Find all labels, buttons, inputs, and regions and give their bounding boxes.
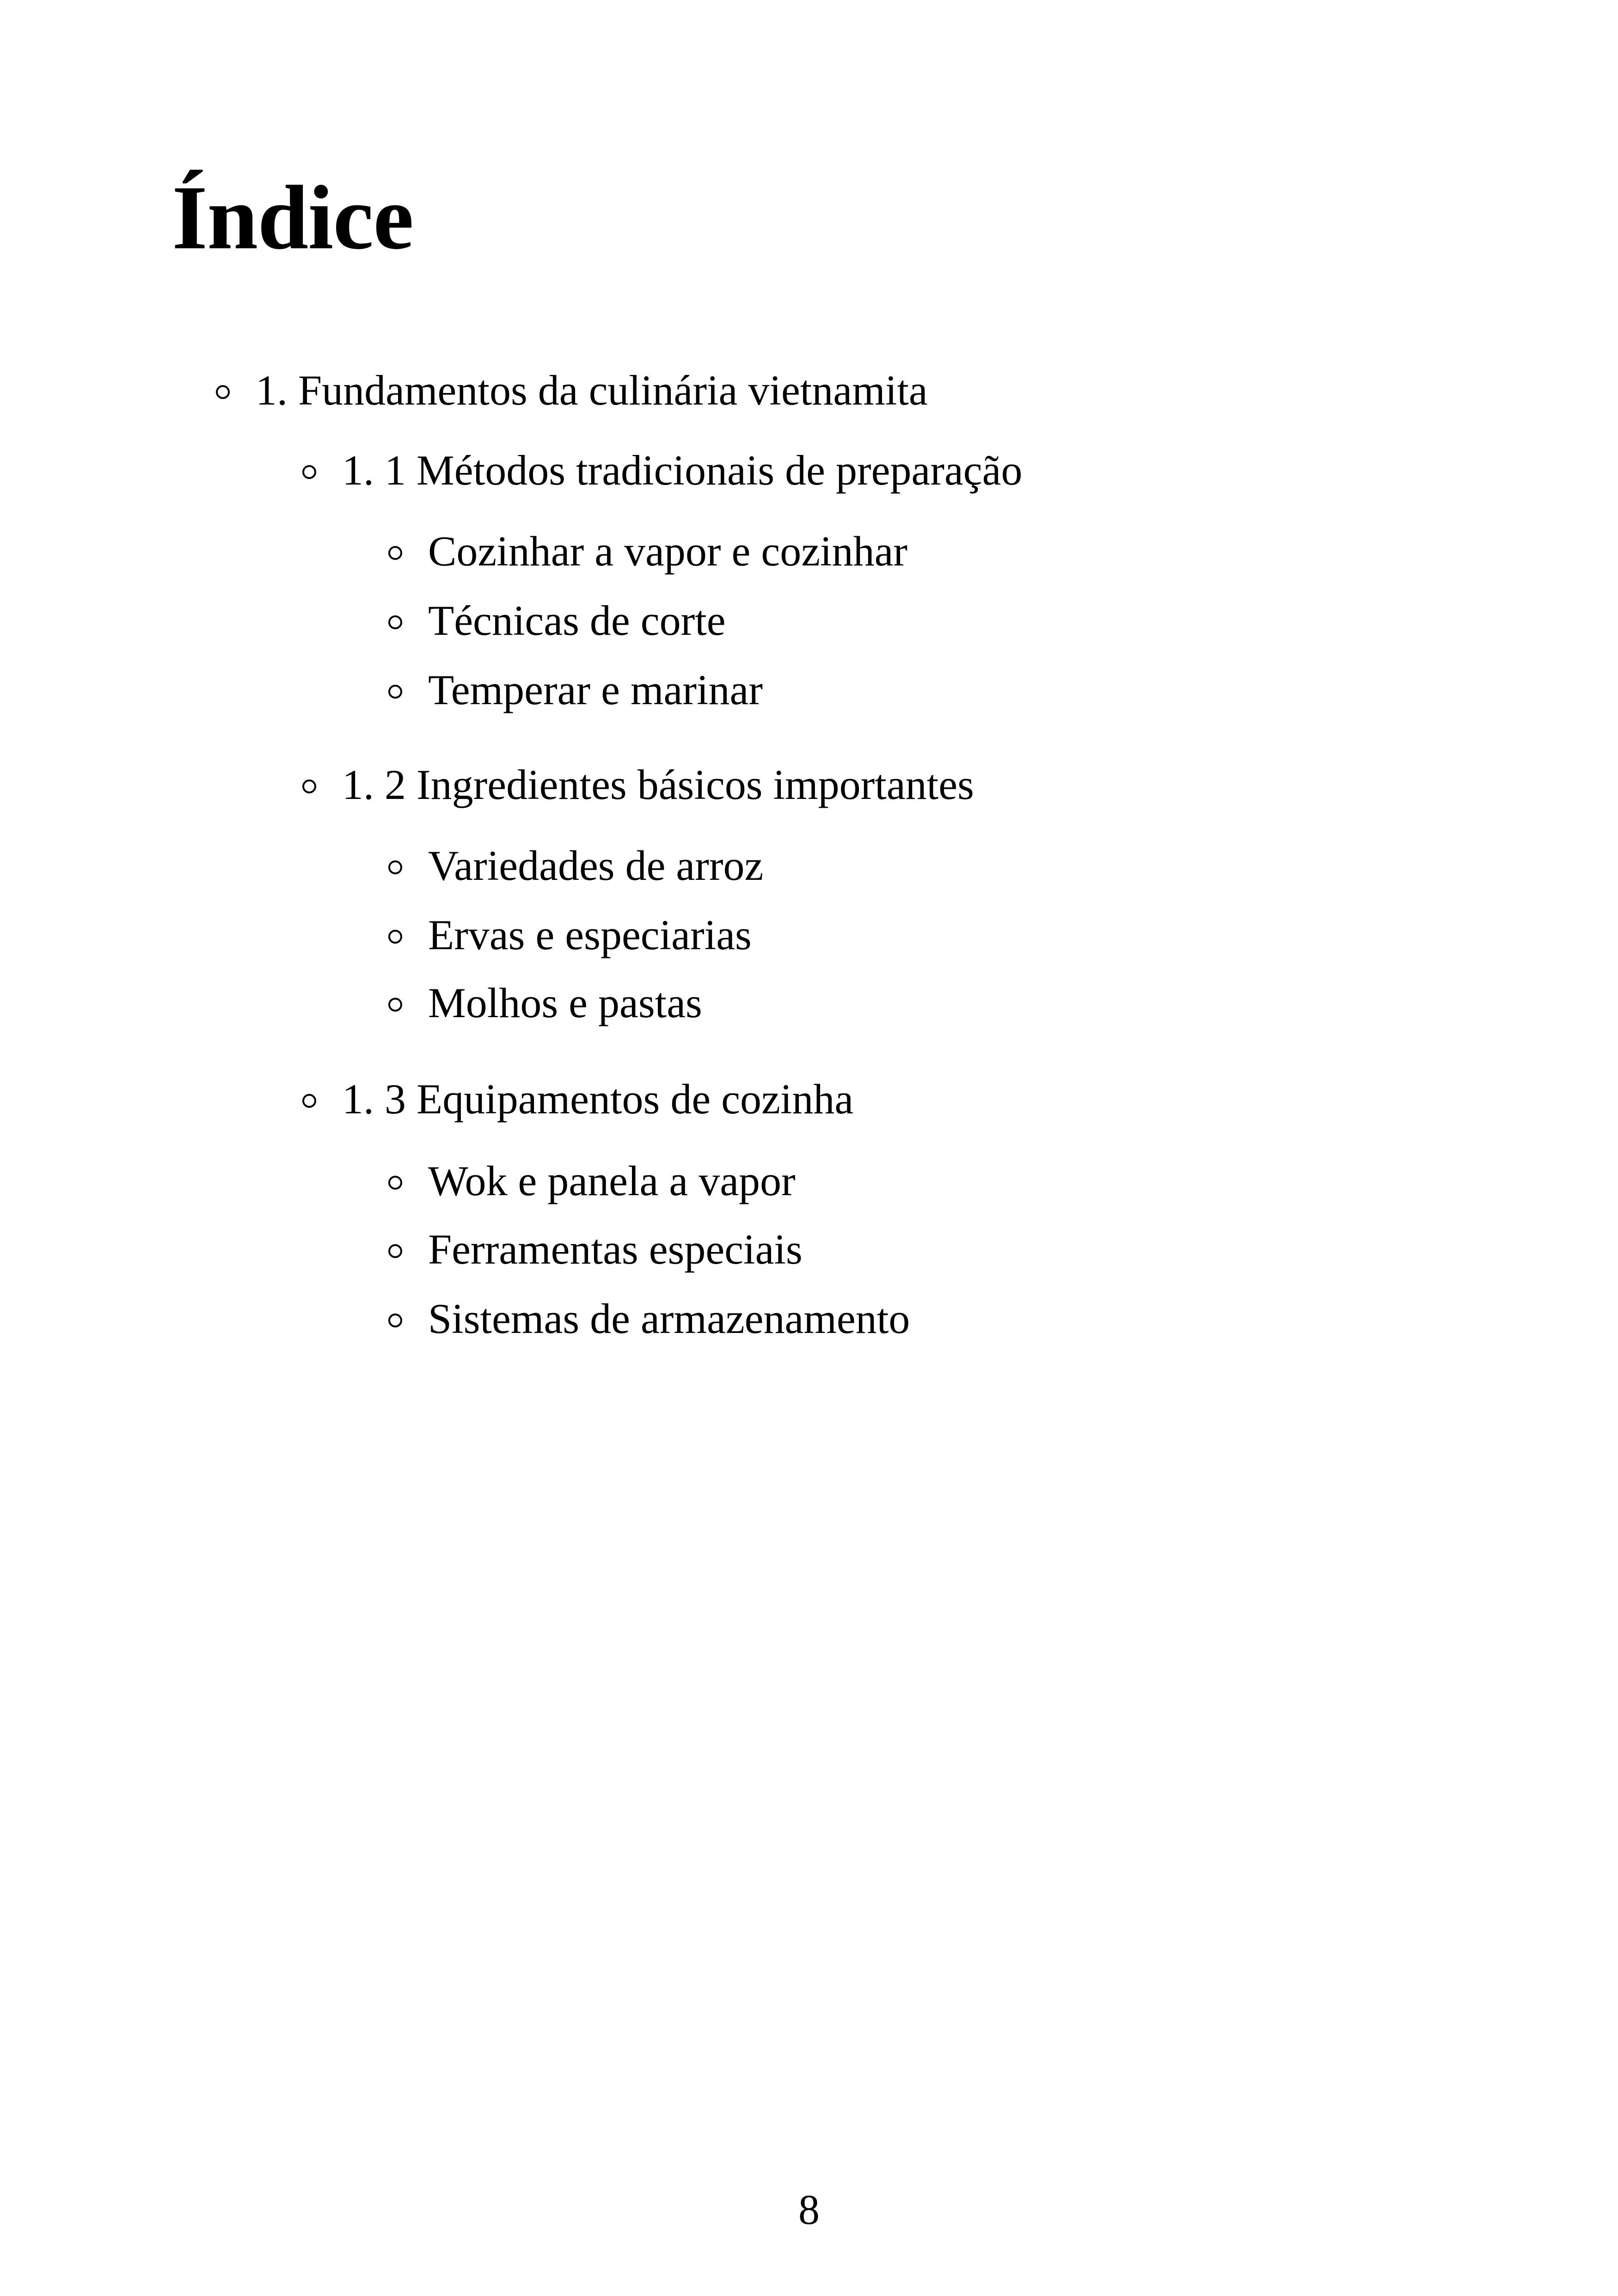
toc-subitem[interactable] [388, 844, 763, 887]
toc-subitem[interactable] [388, 979, 702, 1026]
circle-bullet-icon [388, 685, 402, 699]
page-number: 8 [798, 2186, 820, 2233]
toc-subitem[interactable] [388, 599, 726, 642]
toc-subitem-label: Wok e panela a vapor [428, 1157, 796, 1204]
circle-bullet-icon [302, 465, 316, 479]
circle-bullet-icon [388, 860, 402, 874]
toc-chapter-label: 1. Fundamentos da culinária vietnamita [256, 367, 928, 414]
toc-subitem-label: Variedades de arroz [428, 842, 764, 889]
toc-subitem[interactable] [388, 1297, 910, 1340]
toc-subitem[interactable] [388, 666, 763, 713]
page-title: Índice [172, 167, 414, 268]
circle-bullet-icon [388, 930, 402, 944]
toc-subitem[interactable] [388, 528, 908, 575]
circle-bullet-icon [388, 1314, 402, 1327]
circle-bullet-icon [388, 1176, 402, 1190]
toc-subitem-label: Sistemas de armazenamento [428, 1295, 910, 1342]
toc-subitem-label: Ferramentas especiais [428, 1226, 803, 1273]
toc-section-1-2[interactable] [302, 763, 974, 806]
toc-subitem-label: Ervas e especiarias [428, 911, 752, 958]
toc-subitem[interactable] [388, 911, 752, 958]
toc-subitem-label: Molhos e pastas [428, 979, 702, 1026]
toc-section-1-1[interactable] [302, 447, 1023, 494]
circle-bullet-icon [388, 546, 402, 560]
toc-subitem-label: Cozinhar a vapor e cozinhar [428, 528, 908, 575]
circle-bullet-icon [216, 385, 230, 399]
toc-subitem-label: Temperar e marinar [428, 666, 763, 713]
toc-section-label: 1. 2 Ingredientes básicos importantes [342, 761, 974, 808]
circle-bullet-icon [388, 615, 402, 629]
toc-subitem[interactable] [388, 1157, 796, 1204]
toc-subitem-label: Técnicas de corte [428, 597, 726, 644]
toc-section-label: 1. 1 Métodos tradicionais de preparação [342, 447, 1023, 494]
circle-bullet-icon [388, 1244, 402, 1258]
toc-section-label: 1. 3 Equipamentos de cozinha [342, 1075, 854, 1123]
toc-chapter-1[interactable] [216, 367, 928, 414]
toc-subitem[interactable] [388, 1228, 803, 1271]
toc-section-1-3[interactable] [302, 1075, 854, 1123]
circle-bullet-icon [302, 1094, 316, 1108]
circle-bullet-icon [388, 998, 402, 1012]
circle-bullet-icon [302, 780, 316, 793]
